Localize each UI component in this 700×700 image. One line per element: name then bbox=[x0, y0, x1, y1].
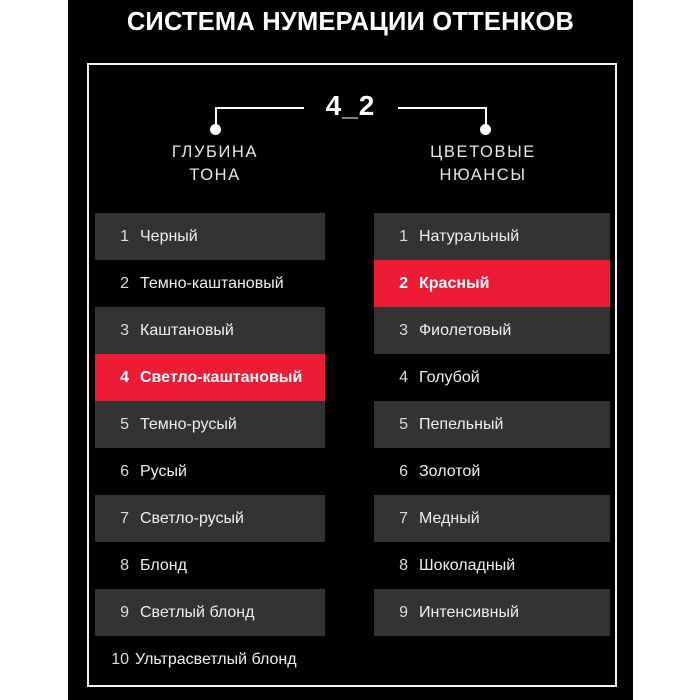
column-heading-right-line2: НЮАНСЫ bbox=[439, 166, 527, 184]
list-item[interactable] bbox=[374, 213, 610, 260]
connector-dot-left bbox=[210, 124, 221, 135]
poster-canvas bbox=[68, 0, 633, 700]
list-item-number: 10 bbox=[111, 650, 129, 668]
list-item[interactable] bbox=[374, 401, 610, 448]
list-item-label: Красный bbox=[419, 274, 490, 292]
list-item-number: 8 bbox=[120, 556, 129, 574]
list-item-label: Темно-русый bbox=[140, 415, 237, 433]
list-item[interactable] bbox=[95, 213, 325, 260]
depth-of-tone-list bbox=[95, 213, 325, 683]
list-item-label: Голубой bbox=[419, 368, 480, 386]
list-item-number: 6 bbox=[399, 462, 408, 480]
column-heading-right-line1: ЦВЕТОВЫЕ bbox=[430, 143, 536, 161]
list-item[interactable] bbox=[374, 589, 610, 636]
list-item-number: 7 bbox=[399, 509, 408, 527]
list-item-number: 7 bbox=[120, 509, 129, 527]
page-title: СИСТЕМА НУМЕРАЦИИ ОТТЕНКОВ bbox=[126, 8, 575, 36]
list-item-number: 8 bbox=[399, 556, 408, 574]
list-item-label: Фиолетовый bbox=[419, 321, 512, 339]
shade-code-label: 4_2 bbox=[325, 90, 376, 121]
list-item-label: Светло-каштановый bbox=[140, 368, 303, 386]
column-heading-left-line2: ТОНА bbox=[189, 166, 241, 184]
column-heading-right bbox=[368, 141, 598, 187]
connector-dot-right bbox=[480, 124, 491, 135]
list-item[interactable] bbox=[95, 260, 325, 307]
list-item-number: 2 bbox=[399, 274, 408, 292]
list-item-label: Шоколадный bbox=[419, 556, 516, 574]
list-item-label: Интенсивный bbox=[419, 603, 519, 621]
column-heading-left bbox=[100, 141, 330, 187]
list-item-label: Блонд bbox=[140, 556, 187, 574]
list-item-label: Каштановый bbox=[140, 321, 234, 339]
list-item[interactable] bbox=[95, 354, 325, 401]
list-item[interactable] bbox=[95, 589, 325, 636]
list-item[interactable] bbox=[95, 495, 325, 542]
list-item[interactable] bbox=[374, 354, 610, 401]
list-item[interactable] bbox=[374, 542, 610, 589]
list-item-label: Натуральный bbox=[419, 227, 520, 245]
list-item-number: 3 bbox=[120, 321, 129, 339]
list-item-label: Темно-каштановый bbox=[140, 274, 284, 292]
list-item[interactable] bbox=[374, 307, 610, 354]
color-nuance-list bbox=[374, 213, 610, 636]
list-item[interactable] bbox=[374, 495, 610, 542]
list-item-number: 6 bbox=[120, 462, 129, 480]
list-item[interactable] bbox=[374, 448, 610, 495]
list-item-number: 4 bbox=[399, 368, 408, 386]
list-item[interactable] bbox=[95, 542, 325, 589]
list-item-number: 2 bbox=[120, 274, 129, 292]
list-item-label: Русый bbox=[140, 462, 187, 480]
list-item-label: Ультрасветлый блонд bbox=[135, 650, 297, 668]
list-item-number: 9 bbox=[120, 603, 129, 621]
list-item[interactable] bbox=[95, 307, 325, 354]
list-item[interactable] bbox=[95, 401, 325, 448]
list-item-label: Черный bbox=[140, 227, 198, 245]
list-item-label: Пепельный bbox=[419, 415, 504, 433]
list-item[interactable] bbox=[374, 260, 610, 307]
list-item-label: Светло-русый bbox=[140, 509, 244, 527]
list-item-label: Медный bbox=[419, 509, 480, 527]
list-item[interactable] bbox=[95, 448, 325, 495]
list-item-number: 3 bbox=[399, 321, 408, 339]
list-item-number: 5 bbox=[120, 415, 129, 433]
list-item-number: 1 bbox=[120, 227, 129, 245]
list-item-label: Золотой bbox=[419, 462, 481, 480]
list-item-number: 4 bbox=[120, 368, 129, 386]
list-item-number: 5 bbox=[399, 415, 408, 433]
list-item[interactable] bbox=[95, 636, 325, 683]
list-item-label: Светлый блонд bbox=[140, 603, 255, 621]
list-item-number: 1 bbox=[399, 227, 408, 245]
list-item-number: 9 bbox=[399, 603, 408, 621]
column-heading-left-line1: ГЛУБИНА bbox=[171, 143, 259, 161]
